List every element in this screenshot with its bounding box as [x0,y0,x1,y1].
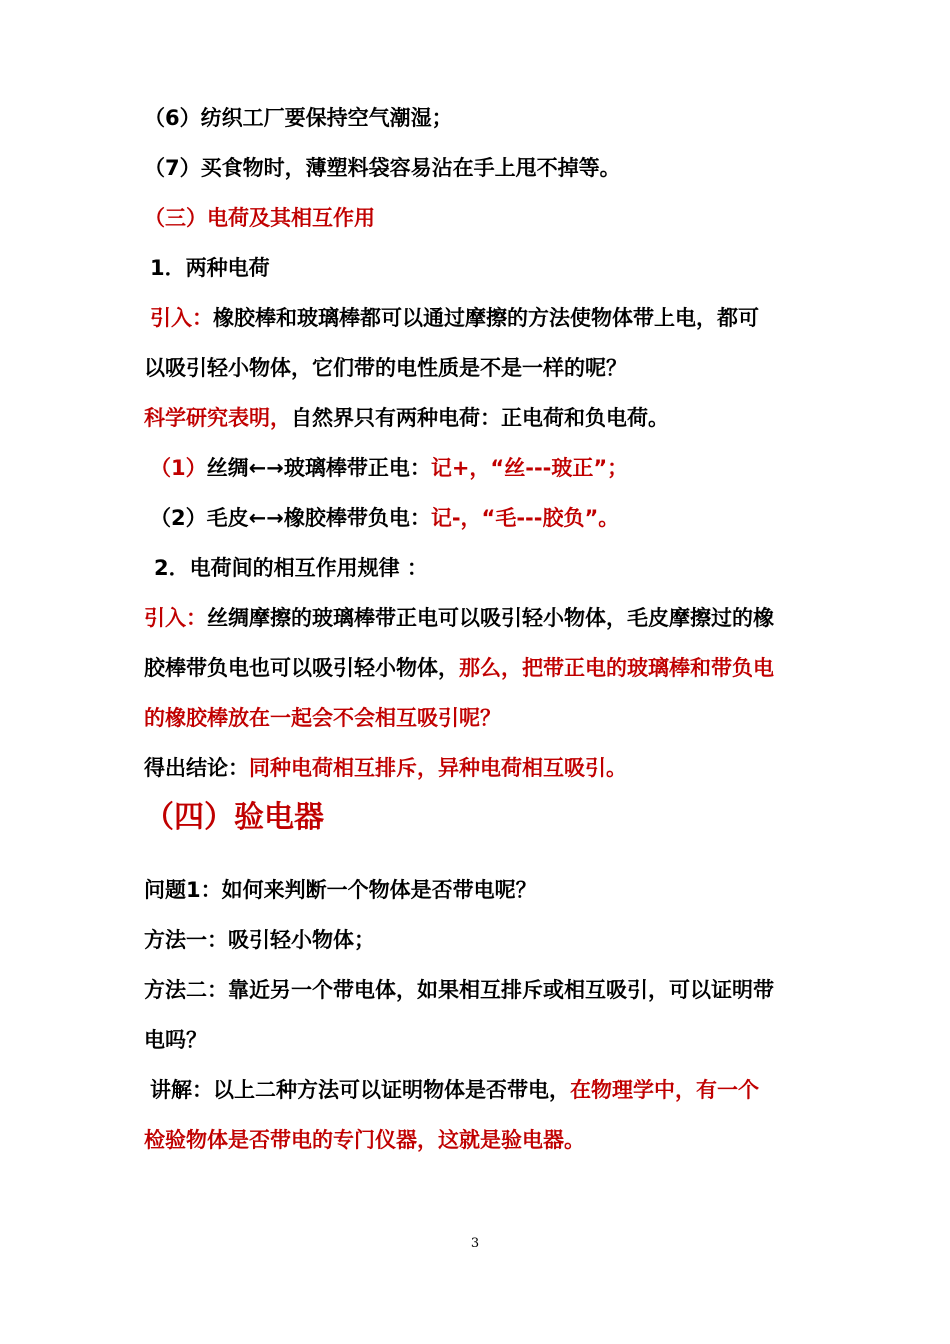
intro-text: 橡胶棒和玻璃棒都可以通过摩擦的方法使物体带上电，都可 [213,306,759,330]
section-heading-text: （三）电荷及其相互作用 [144,206,375,230]
question-1 [144,875,834,905]
explanation-cont [144,1125,834,1155]
intro-paragraph-1-cont [144,353,834,383]
method-text: 方法二：靠近另一个带电体，如果相互排斥或相互吸引，可以证明带 [144,978,774,1002]
section-heading-4 [144,798,834,838]
intro-paragraph-1 [150,303,840,333]
science-statement [144,403,834,433]
method-1 [144,925,834,955]
intro-paragraph-2-cont [144,653,834,683]
intro-question: 那么，把带正电的玻璃棒和带负电 [459,656,774,680]
intro-question-cont: 的橡胶棒放在一起会不会相互吸引呢？ [144,706,501,730]
list-item-7 [144,153,834,183]
explanation-highlight: 在物理学中，有一个 [570,1078,759,1102]
conclusion-label: 得出结论： [144,756,249,780]
explanation [150,1075,840,1105]
intro-text: 丝绸摩擦的玻璃棒带正电可以吸引轻小物体，毛皮摩擦过的橡 [207,606,774,630]
page-number: 3 [470,1236,480,1251]
item-note: 记+，“丝---玻正”； [430,456,629,480]
science-text: 自然界只有两种电荷：正电荷和负电荷。 [291,406,669,430]
method-2 [144,975,834,1005]
conclusion-text: 同种电荷相互排斥，异种电荷相互吸引。 [249,756,627,780]
intro-paragraph-2-cont2 [144,703,834,733]
conclusion [144,753,834,783]
subheading-text: 1．两种电荷 [150,256,270,280]
item-text: 丝绸←→玻璃棒带正电： [206,456,431,480]
method-2-cont [144,1025,834,1055]
item-text: 毛皮←→橡胶棒带负电： [206,506,431,530]
item-number: （2） [150,506,207,530]
list-item-6 [144,103,834,133]
science-label: 科学研究表明， [144,406,291,430]
method-text-cont: 电吗？ [144,1028,207,1052]
item-number: （1） [150,456,207,480]
list-item-text: （6）纺织工厂要保持空气潮湿； [144,106,453,130]
section-heading-3 [144,203,834,233]
question-text: 问题1：如何来判断一个物体是否带电呢？ [144,878,537,902]
intro-text-cont: 以吸引轻小物体，它们带的电性质是不是一样的呢？ [144,356,627,380]
intro-paragraph-2 [144,603,834,633]
intro-label: 引入： [150,306,213,330]
explanation-text: 讲解：以上二种方法可以证明物体是否带电， [150,1078,570,1102]
charge-item-1 [150,453,840,483]
subheading-text: 2．电荷间的相互作用规律 ： [154,556,428,580]
list-item-text: （7）买食物时，薄塑料袋容易沾在手上甩不掉等。 [144,156,621,180]
explanation-text-cont: 检验物体是否带电的专门仪器，这就是验电器。 [144,1128,585,1152]
subheading-2 [154,553,844,583]
intro-label: 引入： [144,606,207,630]
subheading-1 [150,253,840,283]
section-heading-text: （四）验电器 [144,800,324,835]
method-text: 方法一：吸引轻小物体； [144,928,375,952]
charge-item-2 [150,503,840,533]
intro-text-cont: 胶棒带负电也可以吸引轻小物体， [144,656,459,680]
item-note: 记-，“毛---胶负”。 [430,506,620,530]
